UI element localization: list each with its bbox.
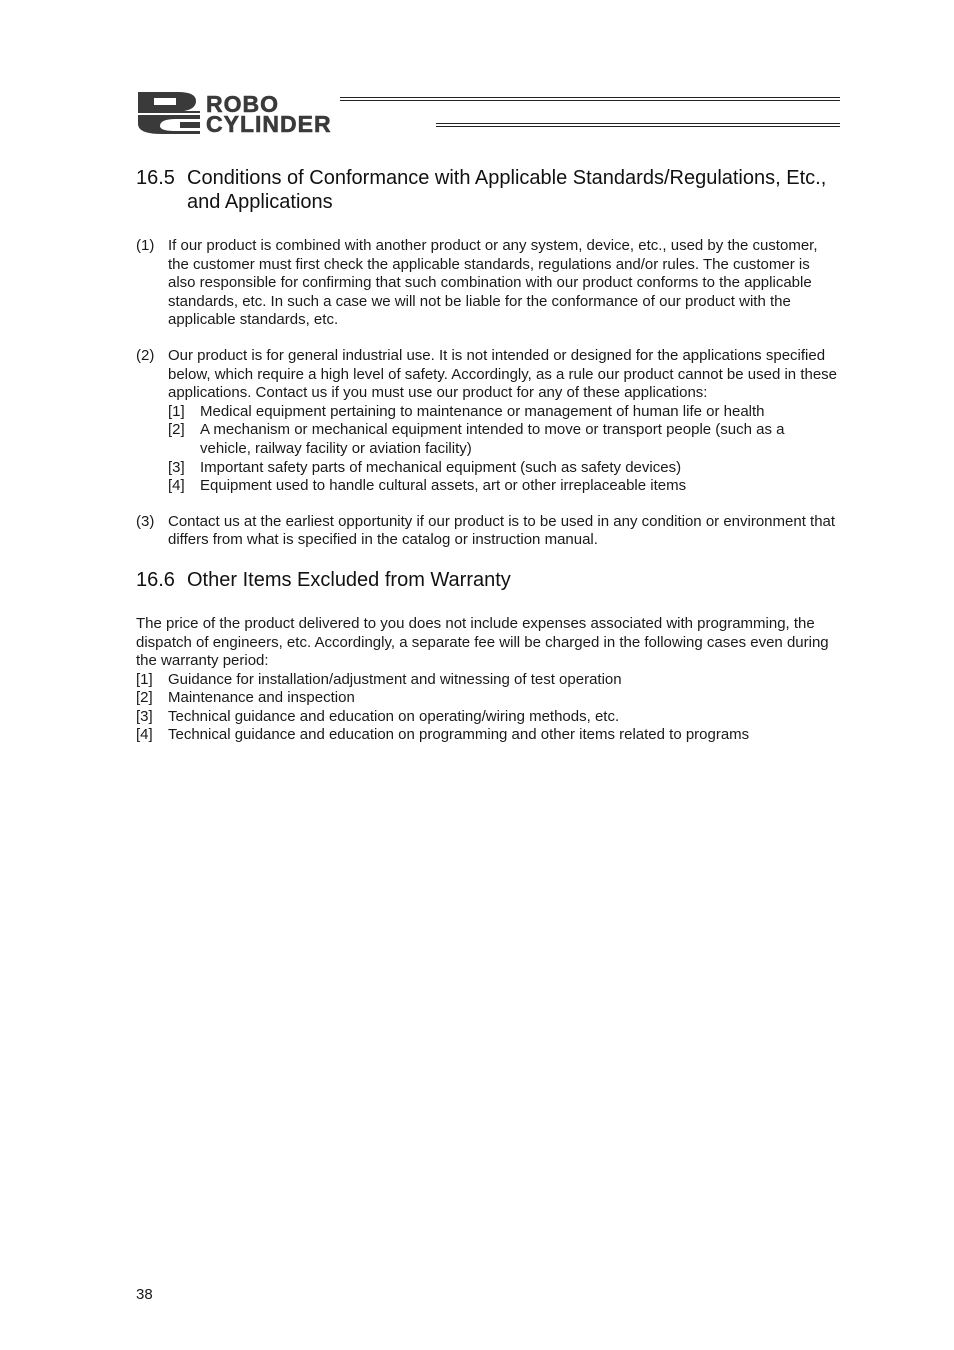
section-title: Other Items Excluded from Warranty [187, 568, 511, 591]
sub-item [168, 477, 838, 496]
item-text: Contact us at the earliest opportunity if our product is to be used in any condition or environment that differs from what is specified in the catalog or instruction manual. [168, 512, 836, 549]
section-number: 16.6 [136, 568, 175, 591]
item-label: (1) [136, 237, 155, 254]
item-label: [2] [136, 689, 153, 707]
item-text: If our product is combined with another product or any system, device, etc., used by the customer, the customer must first check the applicable standards, regulations and/or rules. The customer is also responsible for confirming that such combination with our product conforms to the applicable standards, etc. In such a case we will not be liable for the conformance of our product with the applicable standards, etc. [168, 237, 818, 329]
header-rule-top [340, 97, 840, 101]
item-text: Maintenance and inspection [168, 689, 355, 707]
item-label: (3) [136, 512, 155, 530]
sub-item [168, 421, 838, 458]
sub-item-text: Important safety parts of mechanical equipment (such as safety devices) [200, 458, 682, 476]
header-logo [136, 90, 840, 136]
page-content [136, 166, 838, 745]
list-item-3 [136, 513, 838, 550]
item-text: Our product is for general industrial use. It is not intended or designed for the applications specified below, which require a high level of safety. Accordingly, as a rule our product cannot be used in these applications. Contact us if you must use our product for any of these applications: [168, 346, 838, 402]
list-item-1 [136, 237, 838, 330]
item-label: [4] [136, 726, 153, 744]
sub-item-label: [4] [168, 477, 185, 495]
item-label: [1] [136, 670, 153, 688]
list-item [136, 671, 838, 690]
section-heading-16-5 [136, 166, 838, 214]
sub-item [168, 403, 838, 422]
section-title: Conditions of Conformance with Applicable Standards/Regulations, Etc., and Applications [187, 167, 827, 213]
list-item [136, 726, 838, 745]
logo-text-robo: ROBO [206, 91, 279, 117]
section-heading-16-6 [136, 568, 838, 592]
page-number: 38 [136, 1286, 153, 1303]
header-rule-bottom [436, 123, 840, 127]
item-label: [3] [136, 707, 153, 725]
sub-item [168, 459, 838, 478]
rc-logo-mark-icon [136, 90, 202, 136]
section-intro: The price of the product delivered to you does not include expenses associated with programming, the dispatch of engineers, etc. Accordingly, a separate fee will be charged in the following cases even during the warranty period: [136, 614, 829, 670]
sub-item-label: [1] [168, 402, 185, 420]
sub-item-text: Medical equipment pertaining to maintenance or management of human life or health [200, 402, 765, 420]
section-number: 16.5 [136, 167, 175, 189]
sub-item-text: A mechanism or mechanical equipment intended to move or transport people (such as a vehicle, railway facility or aviation facility) [200, 421, 785, 457]
item-text: Guidance for installation/adjustment and witnessing of test operation [168, 670, 622, 688]
sub-item-label: [2] [168, 421, 185, 439]
list-item [136, 689, 838, 708]
sub-item-text: Equipment used to handle cultural assets, art or other irreplaceable items [200, 477, 687, 495]
list-item [136, 708, 838, 727]
logo-text-cylinder: CYLINDER [206, 111, 332, 137]
list-item-2 [136, 347, 838, 496]
item-text: Technical guidance and education on operating/wiring methods, etc. [168, 707, 620, 725]
item-text: Technical guidance and education on programming and other items related to programs [168, 726, 750, 744]
sub-item-label: [3] [168, 458, 185, 476]
item-label: (2) [136, 346, 155, 364]
